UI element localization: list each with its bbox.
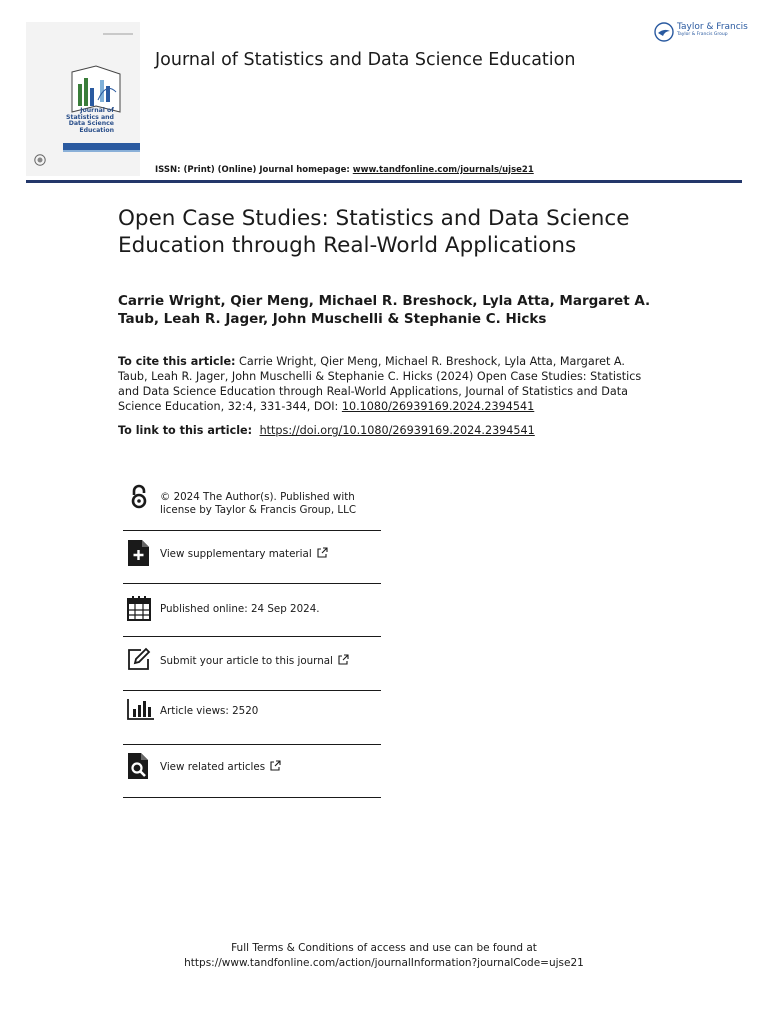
license-row	[123, 478, 381, 531]
cover-band-accent	[63, 150, 140, 152]
header-divider	[26, 180, 742, 183]
terms-footer	[100, 941, 668, 971]
cover-title-line: Statistics and	[66, 113, 114, 121]
article-doi-url-link[interactable]: https://doi.org/10.1080/26939169.2024.2394541	[259, 424, 535, 437]
open-access-icon	[127, 484, 151, 510]
article-title: Open Case Studies: Statistics and Data Science Education through Real-World Applications	[118, 206, 630, 258]
related-row[interactable]	[123, 745, 381, 798]
citation-block	[118, 354, 658, 414]
calendar-icon	[127, 596, 151, 622]
cover-title-line: Education	[79, 126, 114, 134]
submit-article-link[interactable]	[160, 654, 349, 668]
cover-title-line: Data Science	[68, 120, 114, 128]
supplementary-row[interactable]	[123, 531, 381, 584]
publisher-name: Taylor & Francis	[677, 22, 748, 32]
license-text	[160, 491, 356, 516]
external-link-icon	[317, 547, 328, 558]
related-articles-link[interactable]	[160, 760, 281, 774]
society-seal-icon	[34, 154, 46, 166]
submit-label: Submit your article to this journal	[160, 655, 333, 667]
document-add-icon	[127, 540, 151, 566]
published-row	[123, 584, 381, 637]
footer-terms-url[interactable]: https://www.tandfonline.com/action/journalInformation?journalCode=ujse21	[184, 957, 584, 969]
article-link-line	[118, 423, 658, 438]
submit-row[interactable]	[123, 637, 381, 691]
cover-issn-mark	[103, 33, 133, 35]
journal-homepage-link[interactable]: www.tandfonline.com/journals/ujse21	[352, 165, 534, 175]
published-date-text: Published online: 24 Sep 2024.	[160, 603, 320, 615]
citation-text: Carrie Wright, Qier Meng, Michael R. Breshock, Lyla Atta, Margaret A. Taub, Leah R. Jager, John Muschelli & Stephanie C. Hicks (2024) Open Case Studies: Statistics and Data Science Education through Real-World Applications, Journal of Statistics and Data Science Education, 32:4, 331-344, DOI:	[118, 355, 642, 413]
publisher-group: Taylor & Francis Group	[677, 32, 728, 37]
issn-line	[155, 165, 534, 175]
search-document-icon	[127, 753, 151, 779]
bar-chart-icon	[127, 699, 155, 725]
supplementary-label: View supplementary material	[160, 548, 312, 560]
supplementary-link[interactable]	[160, 547, 328, 561]
external-link-icon	[338, 654, 349, 665]
issn-text: ISSN: (Print) (Online) Journal homepage:	[155, 165, 353, 175]
publisher-logo[interactable]	[654, 22, 748, 42]
views-row	[123, 691, 381, 745]
article-authors: Carrie Wright, Qier Meng, Michael R. Breshock, Lyla Atta, Margaret A. Taub, Leah R. Jager, John Muschelli & Stephanie C. Hicks	[118, 293, 651, 327]
cover-title	[32, 108, 114, 134]
related-label: View related articles	[160, 761, 266, 773]
external-link-icon	[270, 760, 281, 771]
journal-cover-image	[26, 22, 140, 176]
cover-title-line: Journal of	[80, 107, 114, 114]
taylor-francis-logo-icon	[654, 22, 674, 42]
journal-title: Journal of Statistics and Data Science Education	[155, 50, 576, 70]
edit-icon	[127, 647, 151, 673]
article-info-table	[123, 478, 381, 798]
article-views-text: Article views: 2520	[160, 705, 259, 717]
license-line: © 2024 The Author(s). Published with	[160, 491, 355, 503]
citation-label: To cite this article:	[118, 355, 236, 368]
cover-band	[63, 143, 140, 150]
doi-link[interactable]: 10.1080/26939169.2024.2394541	[341, 400, 535, 413]
footer-line: Full Terms & Conditions of access and use can be found at	[231, 942, 537, 954]
license-line: license by Taylor & Francis Group, LLC	[160, 503, 357, 516]
link-label: To link to this article:	[118, 424, 256, 437]
